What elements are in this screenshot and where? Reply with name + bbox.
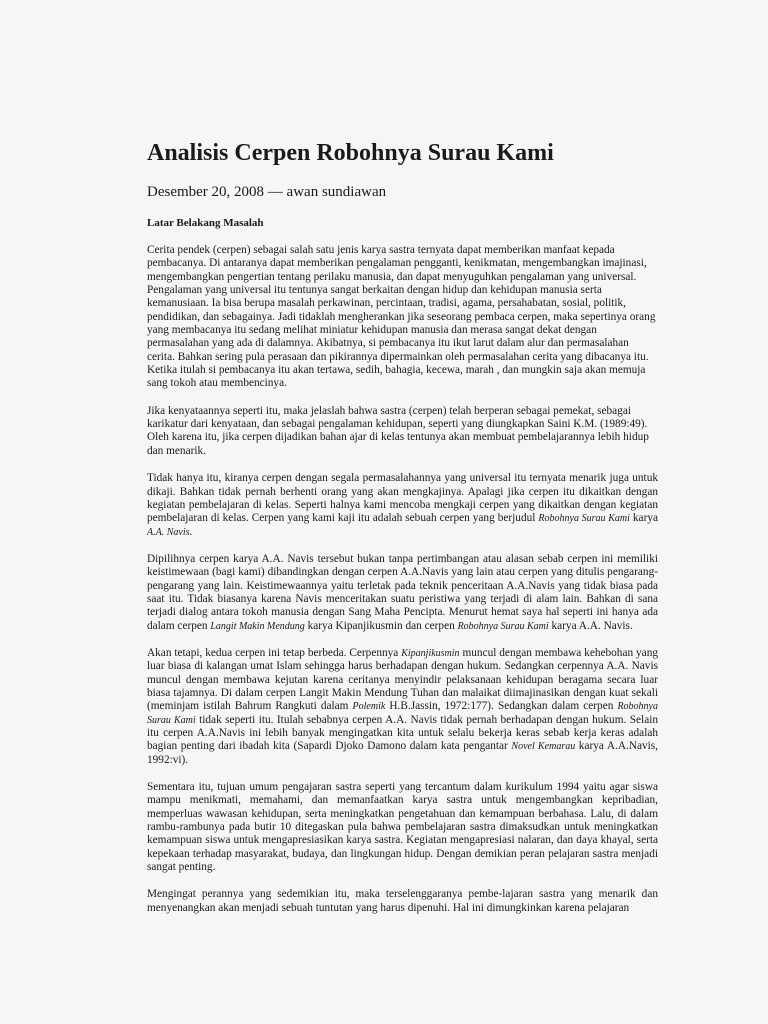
paragraph-3-text-b: karya <box>629 512 658 525</box>
paragraph-5-text-e: karya A.A.Navis, 1992:vi). <box>147 740 658 766</box>
paragraph-5-text-d: tidak seperti itu. Itulah sebabnya cerpen A.A. Navis tidak pernah berhadapan dengan hukum. Selain itu cerpen A.A.Navis ini lebih banyak mengingatkan kita untuk selalu bekerja keras sebab kerja keras adalah bagian penting dari ibadah kita (Sapardi Djoko Damono dalam kata pengantar <box>147 713 658 753</box>
paragraph-5 <box>147 647 658 767</box>
italic-story-title: Robohnya Surau Kami <box>538 513 630 525</box>
paragraph-3 <box>147 472 658 539</box>
paragraph-5-text-b: muncul dengan membawa kehebohan yang luar biasa di kalangan umat Islam sehingga harus berhadapan dengan hukum. Sedangkan cerpennya A.A. Navis muncul dengan membawa kejutan karena ceritanya menyindir pelaksanaan kehidupan beragama secara luar biasa tajamnya. Di dalam cerpen Langit Makin Mendung Tuhan dan malaikat diimajinasikan dengan kuat sekali (meminjam istilah Bahrum Rangkuti dalam <box>147 646 658 713</box>
italic-kipanjikusmin: Kipanjikusmin <box>401 647 460 659</box>
section-heading: Latar Belakang Masalah <box>147 217 264 229</box>
paragraph-5-text-a: Akan tetapi, kedua cerpen ini tetap berbeda. Cerpennya <box>147 646 402 659</box>
paragraph-4-text-c: karya A.A. Navis. <box>548 619 633 632</box>
italic-author-name: A.A. Navis <box>147 526 190 538</box>
paragraph-4-text-a: Dipilihnya cerpen karya A.A. Navis tersebut bukan tanpa pertimbangan atau alasan sebab cerpen ini memiliki keistimewaan (bagi kami) dibandingkan dengan cerpen A.A.Navis yang lain atau cerpen yang ditulis pengarang-pengarang yang lain. Keistimewaannya yaitu terletak pada teknik penceritaan A.A.Navis yang tidak biasa pada saat itu. Tidak biasanya karena Navis menceritakan suatu peristiwa yang terjadi di alam lain. Bahkan di sana terjadi dialog antara tokoh manusia dengan Sang Maha Pencipta. Menurut hemat saya hal seperti ini hanya ada dalam cerpen <box>147 552 658 632</box>
italic-polemik: Polemik <box>352 701 386 713</box>
paragraph-3-text-a: Tidak hanya itu, kiranya cerpen dengan segala permasalahannya yang universal itu ternyata menarik juga untuk dikaji. Bahkan tidak pernah berhenti orang yang akan mengkajinya. Apalagi jika cerpen itu dikaitkan dengan kegiatan pembelajaran di kelas. Seperti halnya kami mencoba mengkaji cerpen yang dikaitkan dengan kegiatan pembelajaran di kelas. Cerpen yang kami kaji itu adalah sebuah cerpen yang berjudul <box>147 472 658 525</box>
paragraph-5-text-c: H.B.Jassin, 1972:177). Sedangkan dalam cerpen <box>385 700 618 713</box>
italic-title-robohnya-2: Robohnya Surau Kami <box>147 701 658 726</box>
paragraph-7: Mengingat perannya yang sedemikian itu, maka terselenggaranya pembe-lajaran sastra yang menarik dan menyenangkan akan menjadi sebuah tuntutan yang harus dipenuhi. Hal ini dimungkinkan karena pelajaran <box>147 888 658 914</box>
italic-novel-kemarau: Novel Kemarau <box>511 741 576 753</box>
paragraph-4 <box>147 553 658 633</box>
paragraph-3-text-c: . <box>189 525 193 538</box>
italic-title-robohnya: Robohnya Surau Kami <box>457 620 549 632</box>
article-title: Analisis Cerpen Robohnya Surau Kami <box>147 140 554 166</box>
paragraph-6: Sementara itu, tujuan umum pengajaran sastra seperti yang tercantum dalam kurikulum 1994 yaitu agar siswa mampu menikmati, memahami, dan memanfaatkan karya sastra untuk mengembangkan kepribadian, memperluas wawasan kehidupan, serta meningkatkan pengetahuan dan kemampuan berbahasa. Lalu, di dalam rambu-rambunya pada butir 10 ditegaskan pula bahwa pembelajaran sastra dimaksudkan untuk meningkatkan kemampuan siswa untuk mengapresiasikan karya sastra. Kegiatan mengapresiasi nalaran, dan daya khayal, serta kepekaan terhadap masyarakat, budaya, dan lingkungan hidup. Dengan demikian peran pelajaran sastra menjadi sangat penting. <box>147 781 658 874</box>
article-meta: Desember 20, 2008 — awan sundiawan <box>147 184 387 200</box>
article-body <box>147 138 658 929</box>
paragraph-4-text-b: karya Kipanjikusmin dan cerpen <box>304 619 458 632</box>
italic-title-langit: Langit Makin Mendung <box>210 620 305 632</box>
paragraph-2: Jika kenyataannya seperti itu, maka jelaslah bahwa sastra (cerpen) telah berperan sebagai pemekat, sebagai karikatur dari kenyataan, dan sebagai pengalaman kehidupan, seperti yang diungkapkan Saini K.M. (1989:49). Oleh karena itu, jika cerpen dijadikan bahan ajar di kelas tentunya akan membuat pembelajarannya lebih hidup dan menarik. <box>147 404 649 457</box>
paragraph-1: Cerita pendek (cerpen) sebagai salah satu jenis karya sastra ternyata dapat memberikan manfaat kepada pembacanya. Di antaranya dapat memberikan pengalaman pengganti, kenikmatan, mengembangkan imajinasi, mengembangkan pengertian tentang perilaku manusia, dan dapat menyuguhkan pengalaman yang universal. Pengalaman yang universal itu tentunya sangat berkaitan dengan hidup dan kehidupan manusia serta kemanusiaan. Ia bisa berupa masalah perkawinan, percintaan, tradisi, agama, persahabatan, sosial, politik, pendidikan, dan sebagainya. Jadi tidaklah mengherankan jika seseorang pembaca cerpen, maka sepertinya orang yang membacanya itu sedang melihat miniatur kehidupan manusia dan merasa sangat dekat dengan permasalahan yang ada di dalamnya. Akibatnya, si pembacanya itu ikut larut dalam alur dan permasalahan cerita. Bahkan sering pula perasaan dan pikirannya dipermainkan oleh permasalahan cerita yang dibacanya itu. Ketika itulah si pembacanya itu akan tertawa, sedih, bahagia, kecewa, marah , dan mungkin saja akan memuja sang tokoh atau membencinya. <box>147 244 656 390</box>
